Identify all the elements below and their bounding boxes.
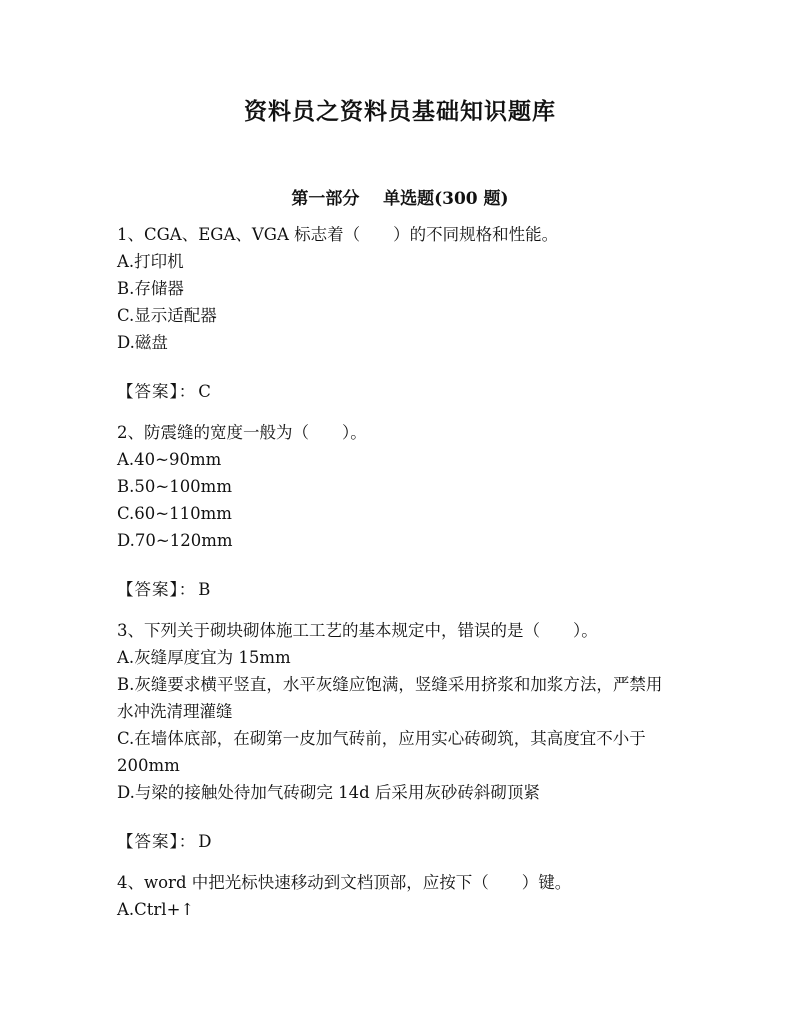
answer-label: 【答案】： [117,580,197,599]
answer-value: B [198,580,212,599]
document-title: 资料员之资料员基础知识题库 [244,98,556,125]
option-b: B.50~100mm [117,477,232,496]
answer-line [117,576,677,603]
answer-line [117,378,677,405]
question-stem: 1、CGA、EGA、VGA 标志着（ ）的不同规格和性能。 [117,225,559,244]
question-stem: 3、下列关于砌块砌体施工工艺的基本规定中，错误的是（ ）。 [117,621,598,640]
answer-line [117,828,677,855]
question-list [117,221,677,923]
option-a: A.40~90mm [117,450,222,469]
option-a: A.打印机 [117,252,184,271]
option-c: C.显示适配器 [117,306,217,325]
option-d: D.70~120mm [117,531,233,550]
option-c: C.60~110mm [117,504,232,523]
option-b: B.灰缝要求横平竖直，水平灰缝应饱满，竖缝采用挤浆和加浆方法，严禁用水冲洗清理灌缝 [117,675,663,721]
answer-value: D [198,832,213,851]
question-4 [117,869,677,923]
question-stem: 2、防震缝的宽度一般为（ ）。 [117,423,367,442]
question-stem: 4、word 中把光标快速移动到文档顶部，应按下（ ）键。 [117,873,572,892]
option-a: A.灰缝厚度宜为 15mm [117,648,291,667]
option-b: B.存储器 [117,279,184,298]
question-1 [117,221,677,405]
section-title: 第一部分 单选题(300 题) [291,189,509,209]
question-2 [117,419,677,603]
option-a: A.Ctrl+↑ [117,900,195,919]
option-d: D.磁盘 [117,333,168,352]
option-d: D.与梁的接触处待加气砖砌完 14d 后采用灰砂砖斜砌顶紧 [117,783,540,802]
answer-value: C [198,382,212,401]
question-3 [117,617,677,855]
answer-label: 【答案】： [117,382,197,401]
option-c: C.在墙体底部，在砌第一皮加气砖前，应用实心砖砌筑，其高度宜不小于 200mm [117,729,646,775]
answer-label: 【答案】： [117,832,197,851]
